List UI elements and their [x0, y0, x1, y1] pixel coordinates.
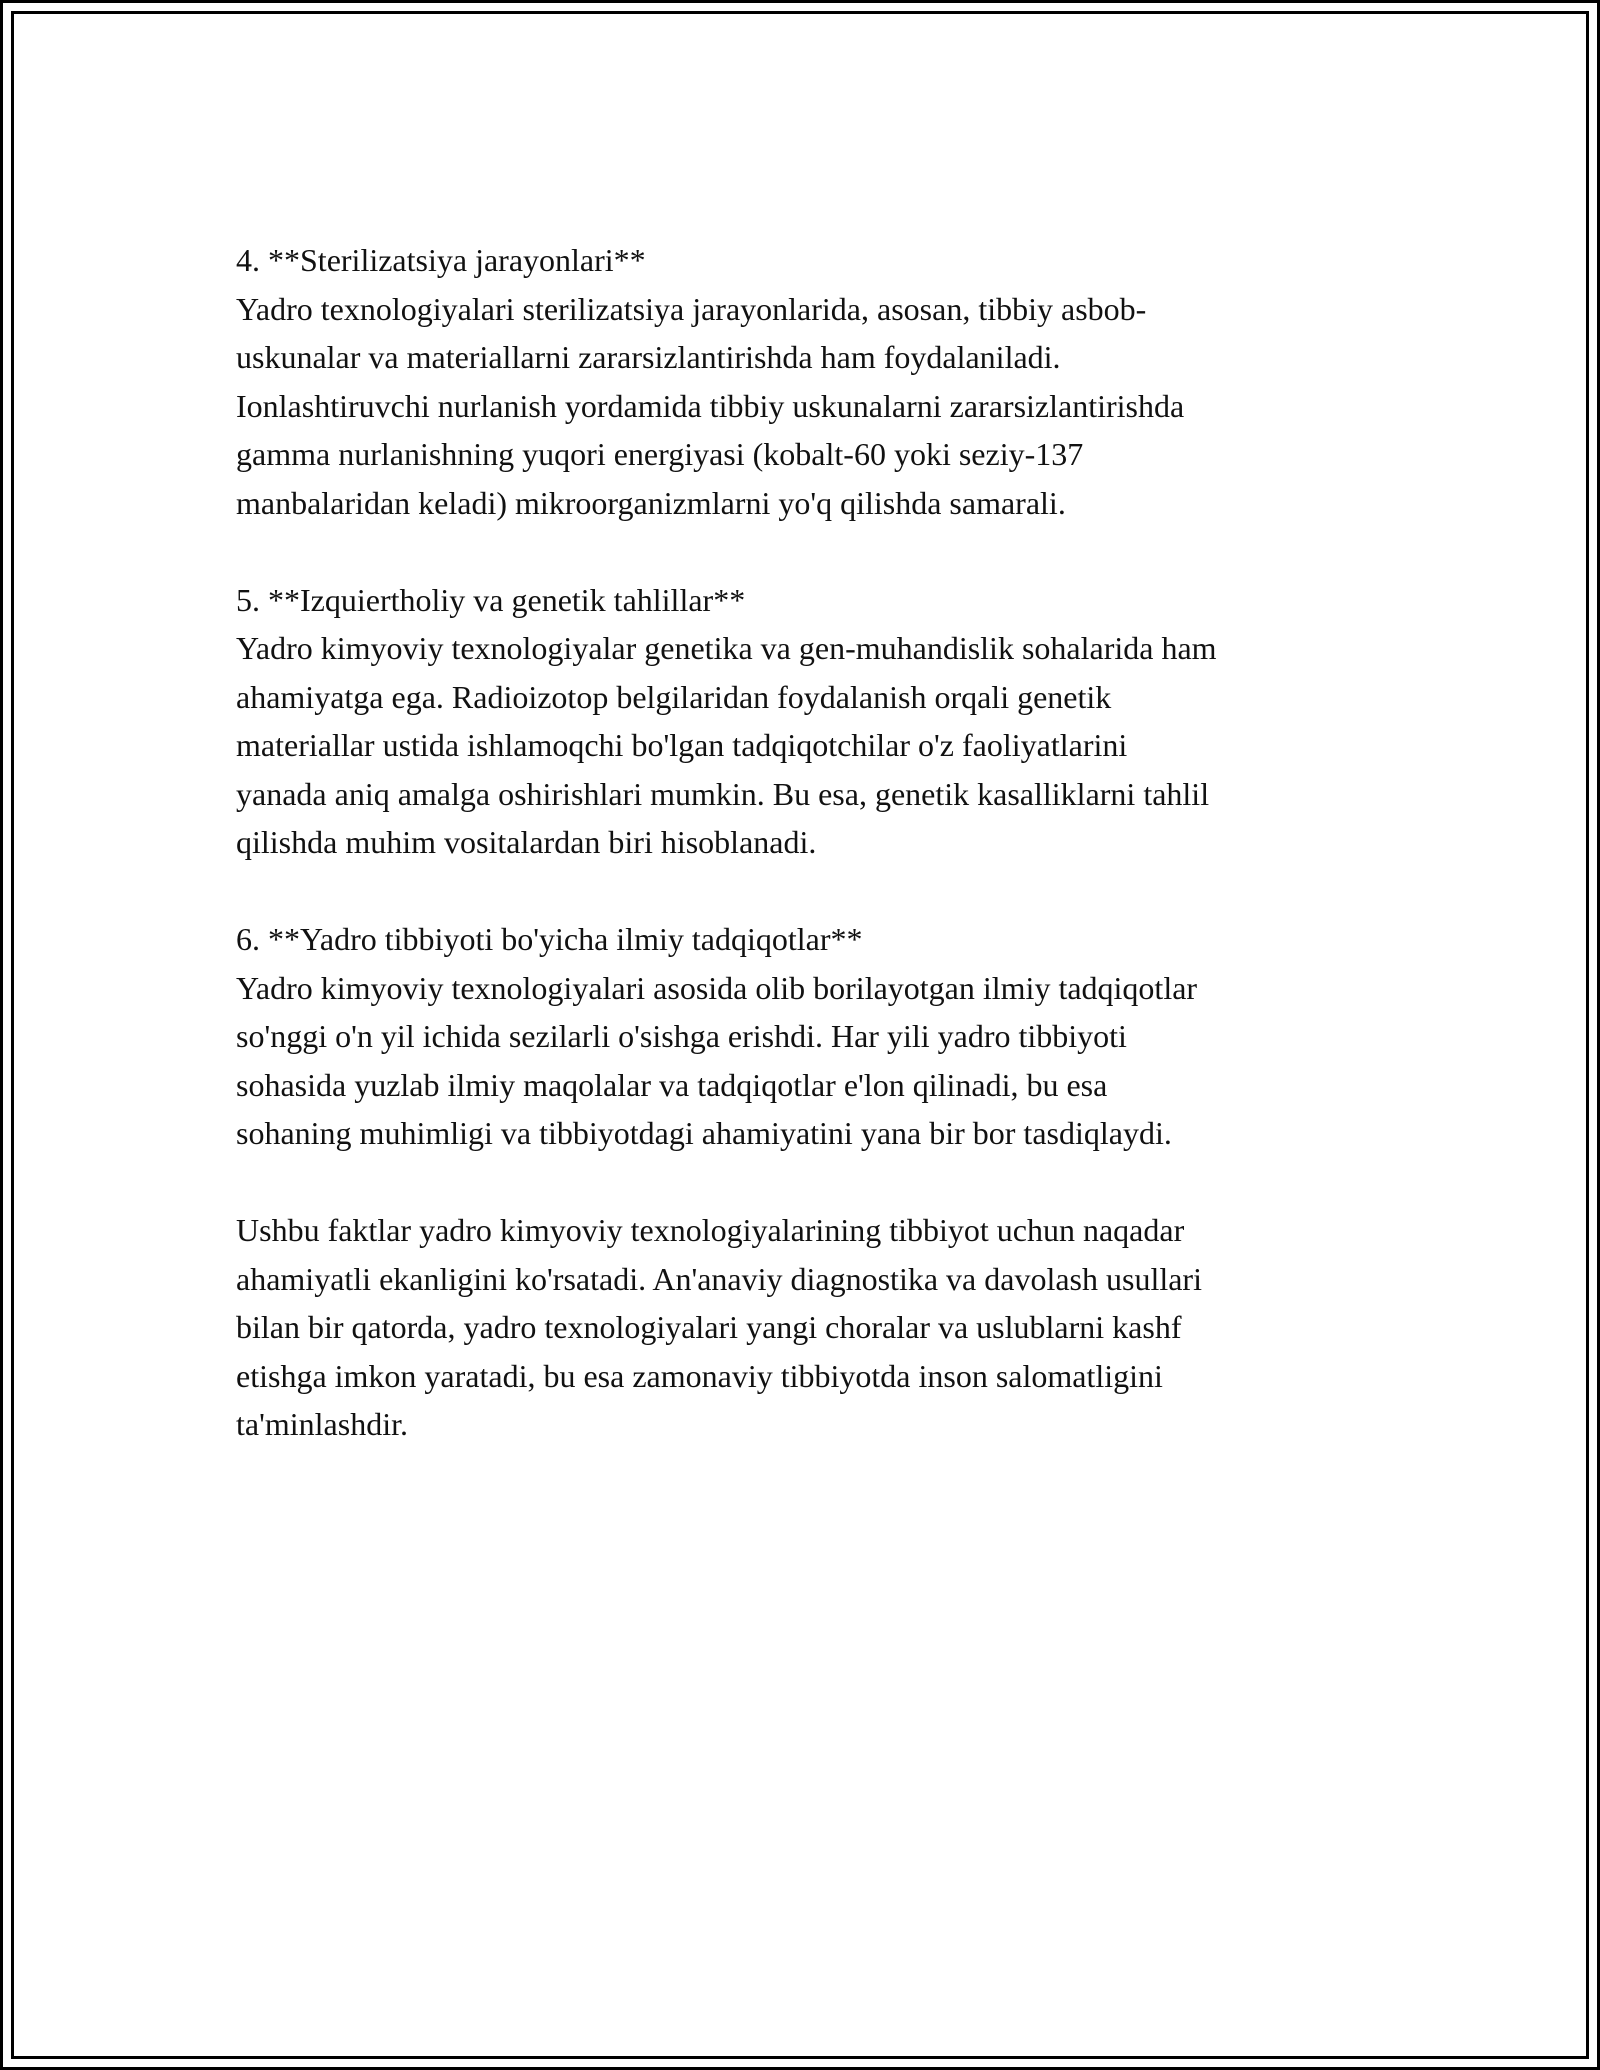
paragraph-line: Yadro texnologiyalari sterilizatsiya jarayonlarida, asosan, tibbiy asbob- [236, 290, 1147, 327]
paragraph-line: qilishda muhim vositalardan biri hisoblanadi. [236, 824, 817, 860]
paragraph-line: ta'minlashdir. [236, 1406, 408, 1442]
paragraph-line: Ionlashtiruvchi nurlanish yordamida tibbiy uskunalarni zararsizlantirishda [236, 387, 1185, 424]
section-sterilization [236, 236, 1416, 527]
paragraph-line: ahamiyatga ega. Radioizotop belgilaridan foydalanish orqali genetik [236, 678, 1112, 715]
paragraph-line: sohasida yuzlab ilmiy maqolalar va tadqiqotlar e'lon qilinadi, bu esa [236, 1066, 1108, 1103]
paragraph-line: yanada aniq amalga oshirishlari mumkin. Bu esa, genetik kasalliklarni tahlil [236, 775, 1210, 812]
paragraph-line: ahamiyatli ekanligini ko'rsatadi. An'anaviy diagnostika va davolash usullari [236, 1260, 1202, 1297]
section-heading: 5. **Izquiertholiy va genetik tahlillar** [236, 581, 746, 618]
paragraph-line: so'nggi o'n yil ichida sezilarli o'sishga erishdi. Har yili yadro tibbiyoti [236, 1018, 1127, 1054]
section-nuclear-medicine-research [236, 915, 1416, 1158]
paragraph-line: Ushbu faktlar yadro kimyoviy texnologiyalarining tibbiyot uchun naqadar [236, 1212, 1185, 1248]
paragraph-line: materiallar ustida ishlamoqchi bo'lgan tadqiqotchilar o'z faoliyatlarini [236, 727, 1128, 763]
paragraph-line: bilan bir qatorda, yadro texnologiyalari yangi choralar va uslublarni kashf [236, 1309, 1182, 1345]
paragraph-line: uskunalar va materiallarni zararsizlantirishda ham foydalaniladi. [236, 339, 1061, 375]
paragraph-line: sohaning muhimligi va tibbiyotdagi ahamiyatini yana bir bor tasdiqlaydi. [236, 1115, 1172, 1151]
section-conclusion [236, 1206, 1416, 1449]
document-body [236, 236, 1416, 1497]
paragraph-line: manbalaridan keladi) mikroorganizmlarni yo'q qilishda samarali. [236, 484, 1066, 521]
paragraph-line: Yadro kimyoviy texnologiyalari asosida olib borilayotgan ilmiy tadqiqotlar [236, 969, 1198, 1006]
paragraph-line: gamma nurlanishning yuqori energiyasi (kobalt-60 yoki seziy-137 [236, 436, 1084, 472]
section-heading: 4. **Sterilizatsiya jarayonlari** [236, 242, 646, 278]
paragraph-line: Yadro kimyoviy texnologiyalar genetika va gen-muhandislik sohalarida ham [236, 630, 1217, 666]
section-genetic-analysis [236, 576, 1416, 867]
section-heading: 6. **Yadro tibbiyoti bo'yicha ilmiy tadqiqotlar** [236, 921, 863, 957]
paragraph-line: etishga imkon yaratadi, bu esa zamonaviy tibbiyotda inson salomatligini [236, 1357, 1163, 1394]
